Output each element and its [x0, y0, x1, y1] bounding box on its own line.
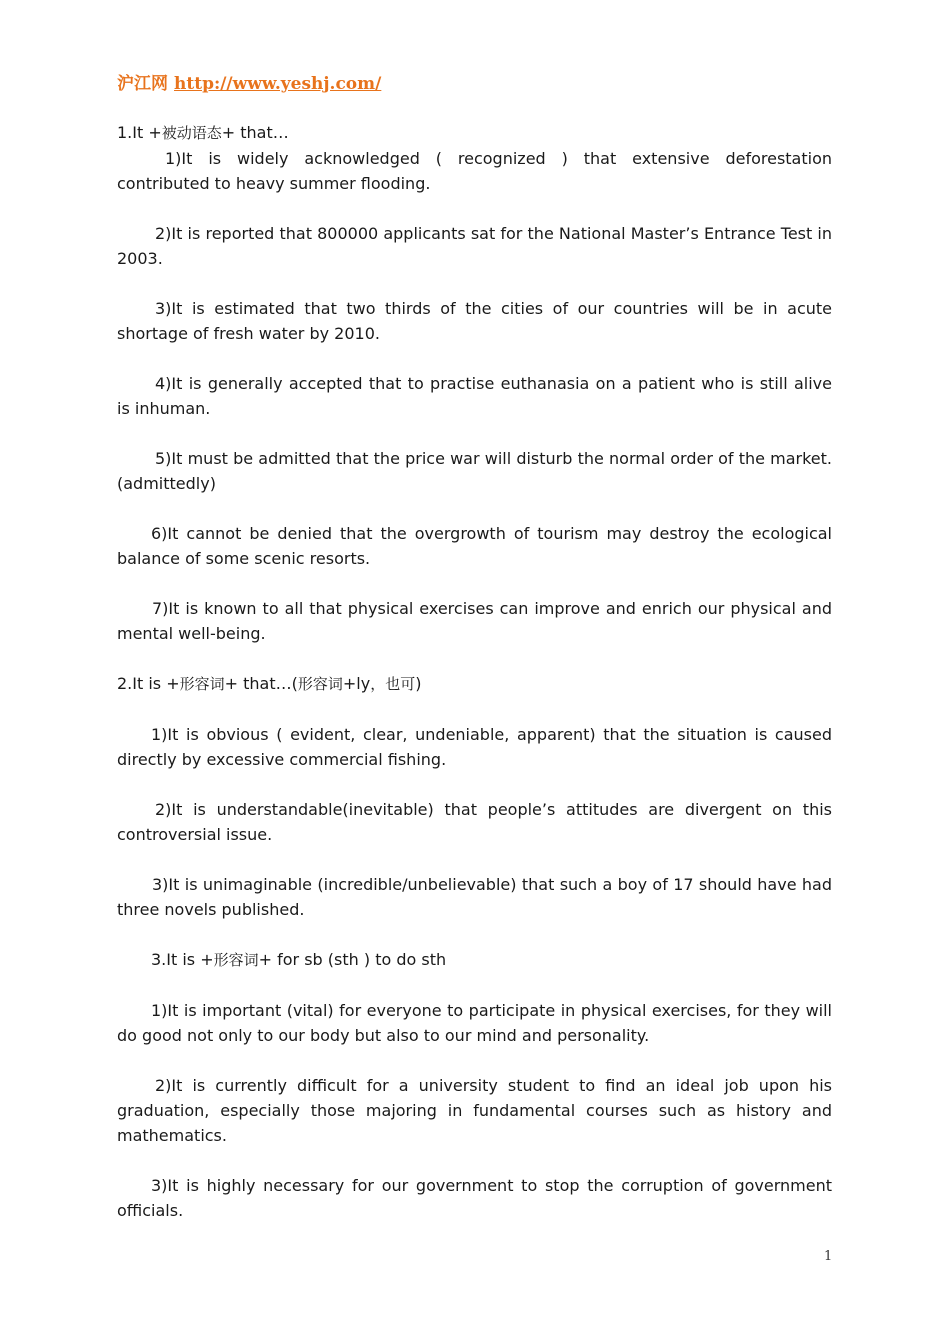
section-3-item-1: 1)It is important (vital) for everyone to participate in physical exercises, for they will do good not only to our body but also to our mind and personality. [117, 1001, 832, 1045]
section-2-item-2: 2)It is understandable(inevitable) that people’s attitudes are divergent on this controversial issue. [117, 800, 832, 844]
section-1-item-1: 1)It is widely acknowledged ( recognized ) that extensive deforestation contributed to heavy summer flooding. [117, 149, 832, 193]
section-2-item-1: 1)It is obvious ( evident, clear, undeniable, apparent) that the situation is caused directly by excessive commercial fishing. [117, 725, 832, 769]
page-number: 1 [824, 1249, 833, 1264]
section-2-heading: 2.It is +形容词+ that…(形容词+ly，也可) [117, 674, 422, 693]
section-3-heading: 3.It is +形容词+ for sb (sth ) to do sth [151, 950, 447, 969]
document-body [117, 120, 832, 1223]
section-1-heading: 1.It +被动语态+ that… [117, 123, 289, 142]
section-1-item-2: 2)It is reported that 800000 applicants sat for the National Master’s Entrance Test in 2003. [117, 224, 832, 268]
section-3-item-2: 2)It is currently difficult for a university student to find an ideal job upon his graduation, especially those majoring in fundamental courses such as history and mathematics. [117, 1076, 832, 1145]
section-2-item-3: 3)It is unimaginable (incredible/unbelievable) that such a boy of 17 should have had three novels published. [117, 875, 832, 919]
section-1-item-7: 7)It is known to all that physical exercises can improve and enrich our physical and mental well-being. [117, 599, 832, 643]
section-1-item-3: 3)It is estimated that two thirds of the cities of our countries will be in acute shortage of fresh water by 2010. [117, 299, 832, 343]
section-1-item-6: 6)It cannot be denied that the overgrowth of tourism may destroy the ecological balance of some scenic resorts. [117, 524, 832, 568]
site-url-link[interactable]: http://www.yeshj.com/ [174, 74, 382, 94]
section-1-item-4: 4)It is generally accepted that to practise euthanasia on a patient who is still alive is inhuman. [117, 374, 832, 418]
page-header [117, 69, 381, 94]
section-3-item-3: 3)It is highly necessary for our government to stop the corruption of government officials. [117, 1176, 832, 1220]
site-name: 沪江网 [117, 74, 168, 94]
section-1-item-5: 5)It must be admitted that the price war will disturb the normal order of the market. (admittedly) [117, 449, 832, 493]
